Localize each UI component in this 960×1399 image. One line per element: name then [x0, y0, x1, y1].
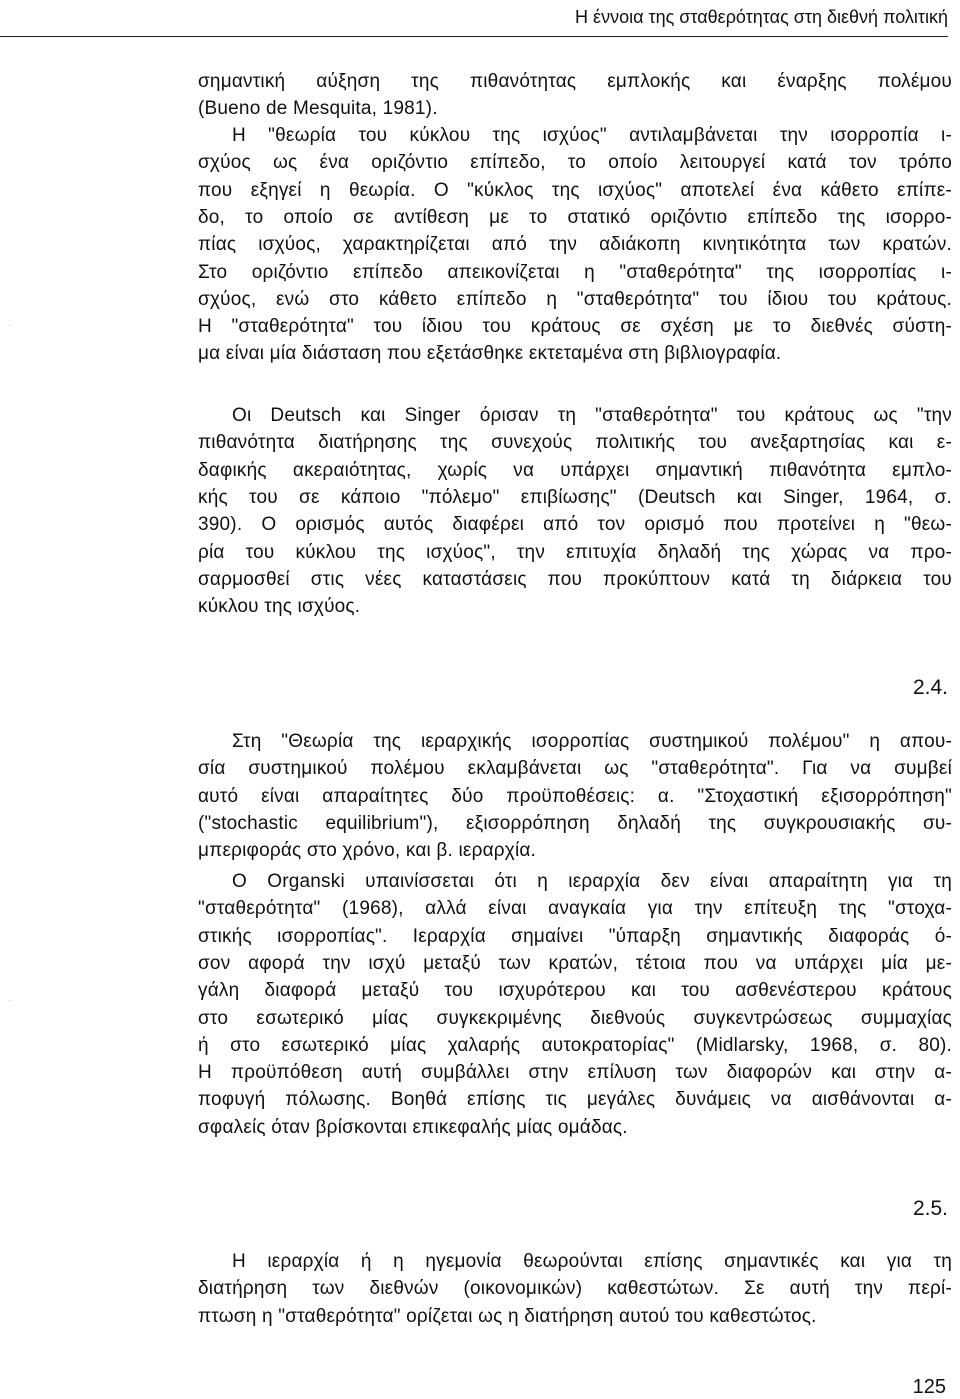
text-line: δο, το οποίο σε αντίθεση με το στατικό οριζόντιο επίπεδο της ισορρο- — [198, 206, 952, 228]
text-line: σον αφορά την ισχύ μεταξύ των κρατών, τέτοια που να υπάρχει μία με- — [198, 952, 952, 974]
text-line: Στο οριζόντιο επίπεδο απεικονίζεται η "σταθερότητα" της ισορροπίας ι- — [198, 261, 952, 283]
text-line: Ο Organski υπαινίσσεται ότι η ιεραρχία δεν είναι απαραίτητη για τη — [232, 871, 952, 892]
text-line: Η ιεραρχία ή η ηγεμονία θεωρούνται επίσης σημαντικές και για τη — [232, 1251, 952, 1272]
text-line: Η προϋπόθεση αυτή συμβάλλει στην επίλυση των διαφορών και στην α- — [198, 1062, 952, 1084]
section-number-2-5: 2.5. — [912, 1197, 948, 1220]
page-number: 125 — [912, 1376, 946, 1398]
text-line: (Bueno de Mesquita, 1981). — [198, 98, 438, 120]
text-line: ρία του κύκλου της ισχύος", την επιτυχία δηλαδή της χώρας να προ- — [198, 541, 952, 563]
text-line: κύκλου της ισχύος. — [198, 596, 361, 618]
text-line: αυτό είναι απαραίτητες δύο προϋποθέσεις: α. "Στοχαστική εξισορρόπηση" — [198, 785, 952, 807]
text-line: μα είναι μία διάσταση που εξετάσθηκε εκτεταμένα στη βιβλιογραφία. — [198, 343, 782, 365]
text-line: σχύος ως ένα οριζόντιο επίπεδο, το οποίο λειτουργεί κατά τον τρόπο — [198, 152, 952, 174]
text-line: Οι Deutsch και Singer όρισαν τη "σταθερότητα" του κράτους ως "την — [232, 405, 952, 426]
text-line: πτωση η "σταθερότητα" ορίζεται ως η διατήρηση αυτού του καθεστώτος. — [198, 1305, 817, 1327]
text-line: σημαντική αύξηση της πιθανότητας εμπλοκής και έναρξης πολέμου — [198, 71, 952, 92]
running-header-title: Η έννοια της σταθερότητας στη διεθνή πολιτική — [575, 7, 948, 27]
section-number-2-4: 2.4. — [912, 676, 948, 699]
text-line: στικής ισορροπίας". Ιεραρχία σημαίνει "ύπαρξη σημαντικής διαφοράς ό- — [198, 925, 952, 947]
text-line: σχύος, ενώ στο κάθετο επίπεδο η "σταθερότητα" του ίδιου του κράτους. — [198, 288, 952, 310]
text-line: μπεριφοράς στο χρόνο, και β. ιεραρχία. — [198, 840, 537, 862]
text-line: ("stochastic equilibrium"), εξισορρόπηση δηλαδή της συγκρουσιακής συ- — [198, 812, 952, 834]
text-line: στο εσωτερικό μίας συγκεκριμένης διεθνούς συγκεντρώσεως συμμαχίας — [198, 1007, 952, 1029]
scan-artifact: · — [8, 320, 12, 331]
text-line: Η "θεωρία του κύκλου της ισχύος" αντιλαμβάνεται την ισορροπία ι- — [232, 125, 952, 146]
text-line: δαφικής ακεραιότητας, χωρίς να υπάρχει σημαντική πιθανότητα εμπλο- — [198, 459, 952, 481]
text-line: Στη "Θεωρία της ιεραρχικής ισορροπίας συστημικού πολέμου" η απου- — [232, 731, 952, 752]
text-line: κής του σε κάποιο "πόλεμο" επιβίωσης" (Deutsch και Singer, 1964, σ. — [198, 486, 952, 508]
text-line: που εξηγεί η θεωρία. Ο "κύκλος της ισχύος" αποτελεί ένα κάθετο επίπε- — [198, 179, 952, 201]
text-line: Η "σταθερότητα" του ίδιου του κράτους σε σχέση με το διεθνές σύστη- — [198, 316, 952, 338]
text-line: "σταθερότητα" (1968), αλλά είναι αναγκαία για την επίτευξη της "στοχα- — [198, 898, 952, 920]
text-line: ποφυγή πόλωσης. Βοηθά επίσης τις μεγάλες δυνάμεις να αισθάνονται α- — [198, 1089, 952, 1111]
text-line: διατήρηση των διεθνών (οικονομικών) καθεστώτων. Σε αυτή την περί- — [198, 1278, 952, 1300]
scan-artifact: · — [8, 995, 12, 1006]
text-line: σφαλείς όταν βρίσκονται επικεφαλής μίας ομάδας. — [198, 1116, 628, 1138]
running-header — [0, 2, 948, 37]
text-line: σαρμοσθεί στις νέες καταστάσεις που προκύπτουν κατά τη διάρκεια του — [198, 568, 952, 590]
text-line: πιθανότητα διατήρησης της συνεχούς πολιτικής του ανεξαρτησίας και ε- — [198, 432, 952, 454]
text-line: πίας ισχύος, χαρακτηρίζεται από την αδιάκοπη κινητικότητα των κρατών. — [198, 234, 952, 256]
text-line: 390). Ο ορισμός αυτός διαφέρει από τον ορισμό που προτείνει η "θεω- — [198, 514, 952, 536]
text-line: ή στο εσωτερικό μίας χαλαρής αυτοκρατορίας" (Midlarsky, 1968, σ. 80). — [198, 1034, 952, 1056]
text-line: γάλη διαφορά μεταξύ του ισχυρότερου και του ασθενέστερου κράτους — [198, 980, 952, 1002]
text-line: σία συστημικού πολέμου εκλαμβάνεται ως "σταθερότητα". Για να συμβεί — [198, 758, 952, 780]
